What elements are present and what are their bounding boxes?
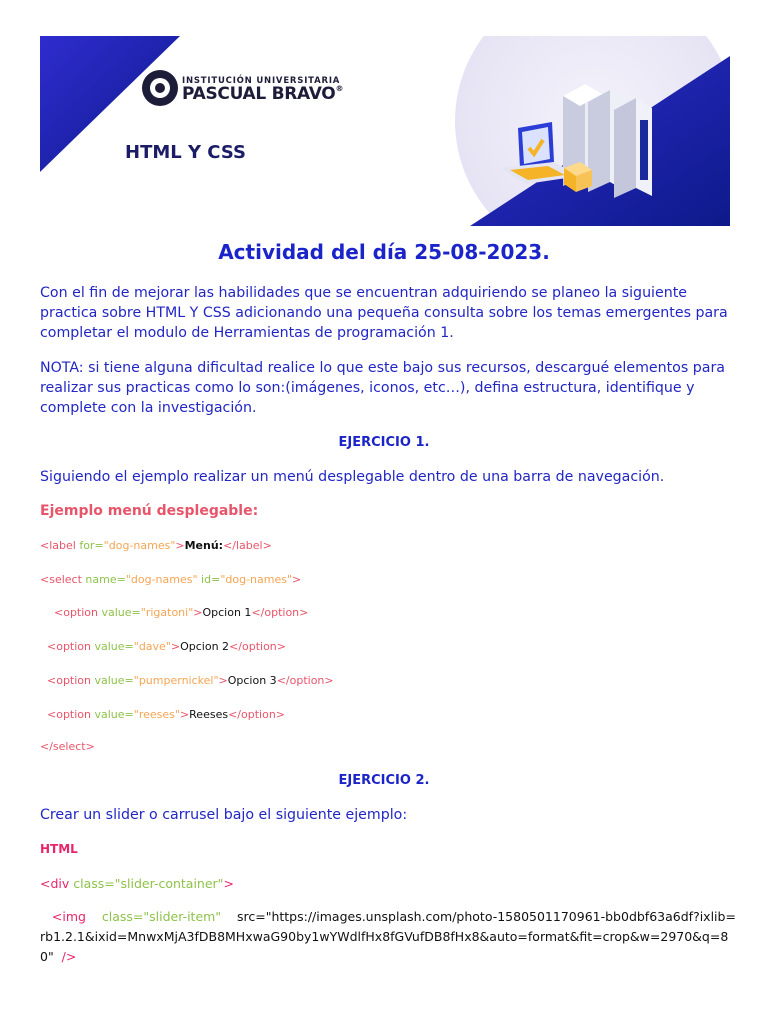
banner-graphic	[40, 36, 730, 226]
code-line-label: <label for="dog-names">Menú:</label>	[40, 539, 272, 552]
header-banner	[40, 36, 730, 226]
code-line-img: <img class="slider-item" src="https://images.unsplash.com/photo-1580501170961-bb0dbf63a6df?ixlib=rb1.2.1&ixid=MnwxMjA3fDB8MHxwaG90by1wYWdlfHx8fGVufDB8fHx8&auto=format&fit=crop&w=2970&q=80" />	[40, 909, 736, 964]
exercise-2-heading: EJERCICIO 2.	[338, 773, 430, 788]
institution-logo	[142, 70, 362, 110]
note-paragraph: NOTA: si tiene alguna dificultad realice lo que este bajo sus recursos, descargué elementos para realizar sus practicas como lo son:(imágenes, iconos, etc…), defina estructura, identifique y complete con la investigación.	[40, 360, 725, 416]
code-line-option: <option value="pumpernickel">Opcion 3</option>	[47, 674, 334, 687]
code-line-div: <div class="slider-container">	[40, 876, 234, 891]
page-title: Actividad del día 25-08-2023.	[218, 240, 550, 264]
subject-title: HTML Y CSS	[125, 142, 246, 163]
exercise-1-text: Siguiendo el ejemplo realizar un menú desplegable dentro de una barra de navegación.	[40, 469, 665, 485]
logo-line-2: PASCUAL BRAVO®	[182, 84, 344, 104]
code-line-option: <option value="reeses">Reeses</option>	[47, 708, 286, 721]
logo-line-1: INSTITUCIÓN UNIVERSITARIA	[182, 76, 341, 86]
code-line-option: <option value="rigatoni">Opcion 1</option>	[54, 606, 309, 619]
code-line-select-close: </select>	[40, 740, 95, 753]
exercise-2-text: Crear un slider o carrusel bajo el siguiente ejemplo:	[40, 807, 408, 823]
seal-icon	[142, 70, 178, 106]
intro-paragraph: Con el fin de mejorar las habilidades que se encuentran adquiriendo se planeo la siguiente practica sobre HTML Y CSS adicionando una pequeña consulta sobre los temas emergentes para completar el modulo de Herramientas de programación 1.	[40, 285, 728, 341]
code-line-select: <select name="dog-names" id="dog-names">	[40, 573, 302, 586]
example-title: Ejemplo menú desplegable:	[40, 503, 259, 519]
code-line-option: <option value="dave">Opcion 2</option>	[47, 640, 286, 653]
exercise-1-heading: EJERCICIO 1.	[338, 435, 430, 450]
html-label: HTML	[40, 842, 78, 856]
